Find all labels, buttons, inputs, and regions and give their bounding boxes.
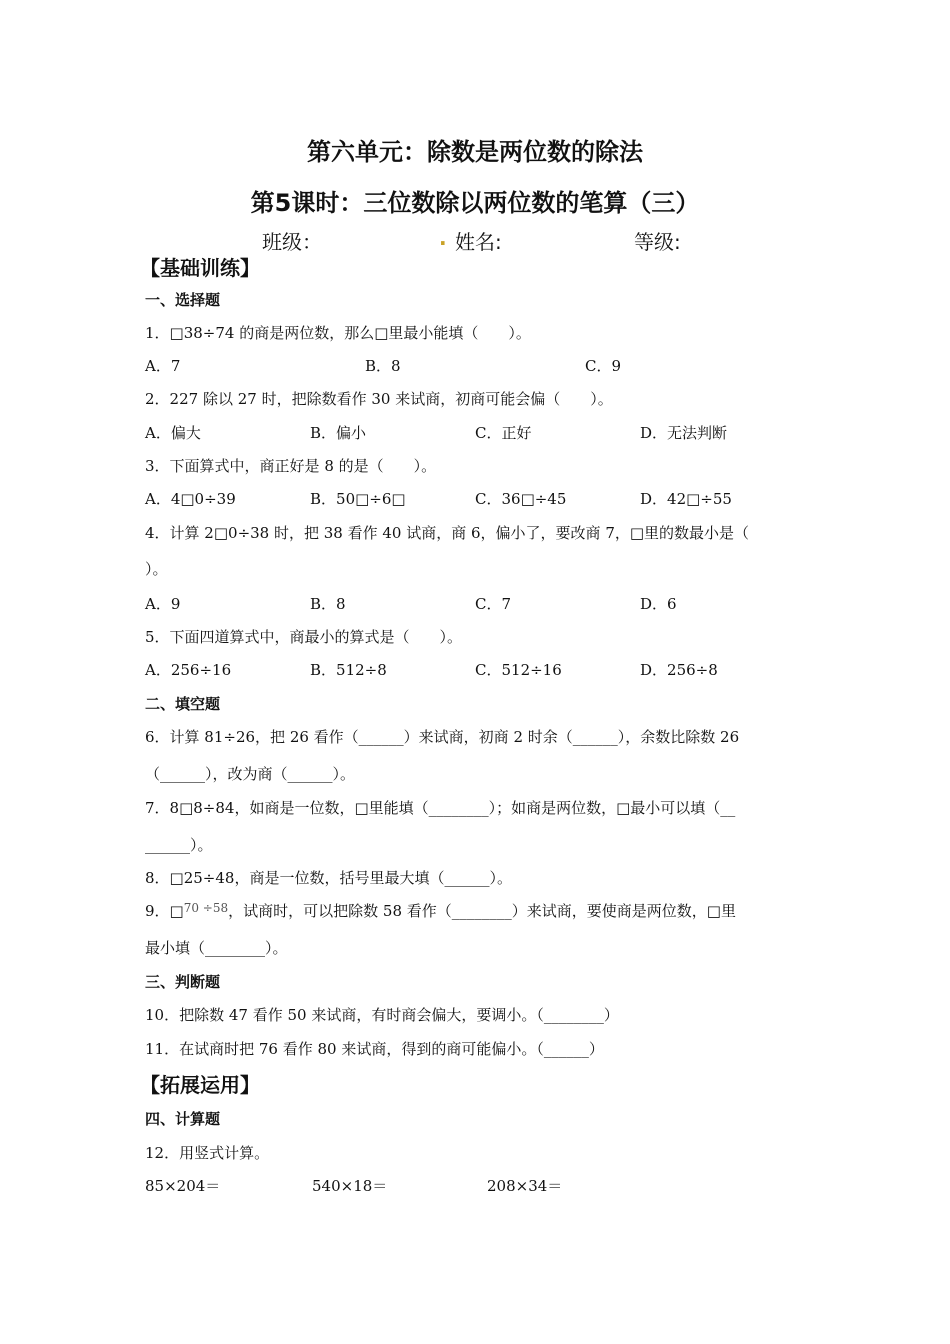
q4-option-a: A．9 xyxy=(145,595,181,613)
info-dot xyxy=(439,226,447,250)
question-9-cont: 最小填（________）。 xyxy=(145,939,288,957)
q2-option-c: C．正好 xyxy=(475,424,532,442)
question-1: 1．□38÷74 的商是两位数，那么□里最小能填（ ）。 xyxy=(145,324,531,342)
question-6: 6．计算 81÷26，把 26 看作（______）来试商，初商 2 时余（______），余数比除数 26 xyxy=(145,728,740,746)
grade-label: 等级: xyxy=(634,230,681,254)
q2-option-b: B．偏小 xyxy=(310,424,367,442)
page-title: 第六单元：除数是两位数的除法 xyxy=(307,138,643,166)
q5-option-c: C．512÷16 xyxy=(475,661,562,679)
part-extension: 【拓展运用】 xyxy=(140,1073,260,1097)
question-9 xyxy=(145,900,736,921)
page-subtitle: 第5课时：三位数除以两位数的笔算（三） xyxy=(250,189,700,217)
question-2: 2．227 除以 27 时，把除数看作 30 来试商，初商可能会偏（ ）。 xyxy=(145,390,613,408)
q12-expression-3: 208×34＝ xyxy=(487,1177,563,1195)
info-dot-mark: . xyxy=(439,226,447,250)
q3-option-d: D．42□÷55 xyxy=(640,490,732,508)
q5-option-b: B．512÷8 xyxy=(310,661,387,679)
q1-option-c: C．9 xyxy=(585,357,622,375)
q9-prefix: 9．□ xyxy=(145,902,184,920)
question-7-cont: ______）。 xyxy=(145,836,213,854)
question-4-cont: ）。 xyxy=(145,560,168,578)
question-4: 4．计算 2□0÷38 时，把 38 看作 40 试商，商 6，偏小了，要改商 7，□里的数最小是（ xyxy=(145,524,750,542)
q5-option-a: A．256÷16 xyxy=(145,661,232,679)
q4-option-b: B．8 xyxy=(310,595,346,613)
question-8: 8．□25÷48，商是一位数，括号里最大填（______）。 xyxy=(145,869,512,887)
q9-suffix: ，试商时，可以把除数 58 看作（________）来试商，要使商是两位数，□里 xyxy=(228,902,736,920)
question-6-cont: （______），改为商（______）。 xyxy=(145,765,356,783)
q2-option-d: D．无法判断 xyxy=(640,424,728,442)
q12-expression-2: 540×18＝ xyxy=(312,1177,388,1195)
q9-formula: 70 ÷58 xyxy=(183,901,229,915)
q1-option-a: A．7 xyxy=(145,357,181,375)
q4-option-c: C．7 xyxy=(475,595,512,613)
question-12: 12．用竖式计算。 xyxy=(145,1144,270,1162)
q3-option-b: B．50□÷6□ xyxy=(310,490,406,508)
q5-option-d: D．256÷8 xyxy=(640,661,718,679)
q1-option-b: B．8 xyxy=(365,357,401,375)
section-calculation: 四、计算题 xyxy=(145,1110,221,1128)
section-fill-blank: 二、填空题 xyxy=(145,695,221,713)
section-choice: 一、选择题 xyxy=(145,291,221,309)
class-label: 班级： xyxy=(262,230,322,254)
section-judge: 三、判断题 xyxy=(145,973,221,991)
question-5: 5．下面四道算式中，商最小的算式是（ ）。 xyxy=(145,628,463,646)
q2-option-a: A．偏大 xyxy=(145,424,201,442)
q3-option-c: C．36□÷45 xyxy=(475,490,567,508)
q12-expression-1: 85×204＝ xyxy=(145,1177,221,1195)
q3-option-a: A．4□0÷39 xyxy=(145,490,236,508)
name-label: 姓名: xyxy=(455,230,502,254)
part-basic-training: 【基础训练】 xyxy=(140,256,260,280)
question-3: 3．下面算式中，商正好是 8 的是（ ）。 xyxy=(145,457,437,475)
q4-option-d: D．6 xyxy=(640,595,677,613)
question-7: 7．8□8÷84，如商是一位数，□里能填（________）；如商是两位数，□最小可以填（__ xyxy=(145,799,736,817)
question-11: 11．在试商时把 76 看作 80 来试商，得到的商可能偏小。（______） xyxy=(145,1040,604,1058)
question-10: 10．把除数 47 看作 50 来试商，有时商会偏大，要调小。（________） xyxy=(145,1006,619,1024)
